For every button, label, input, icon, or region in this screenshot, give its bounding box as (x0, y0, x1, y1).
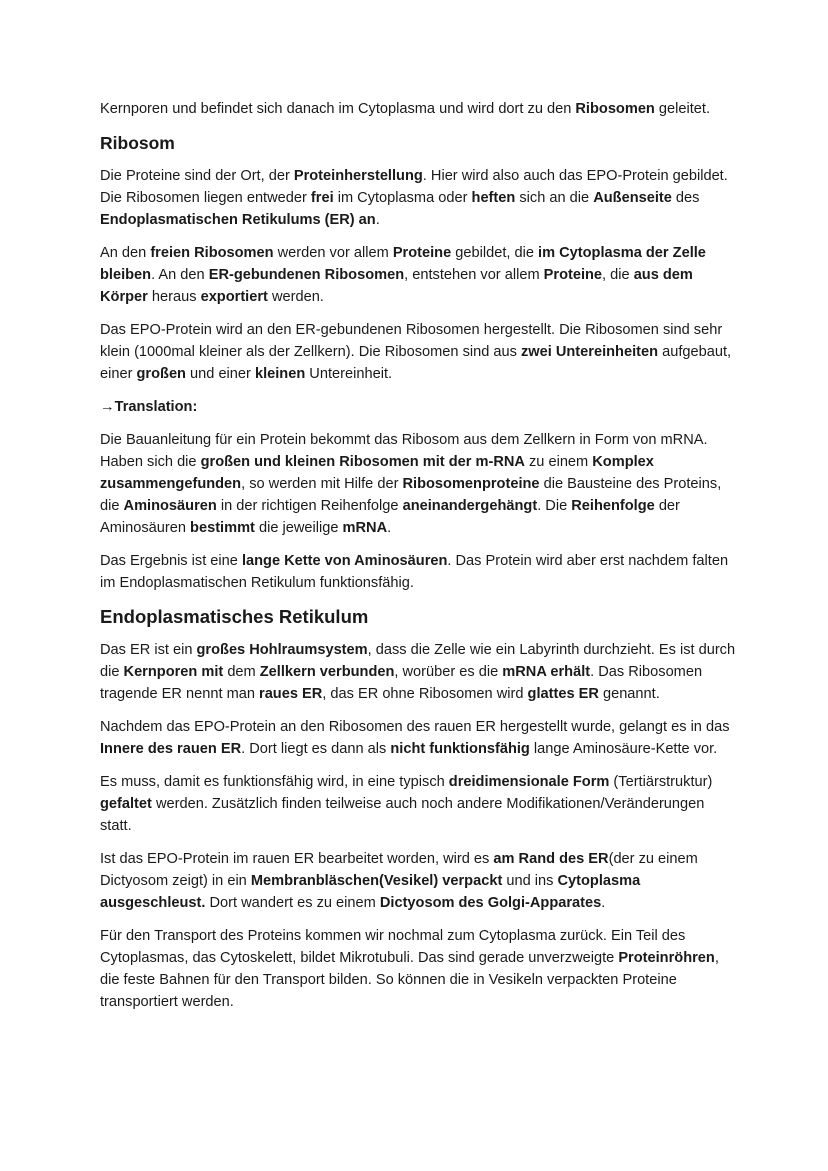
text-run: . An den (151, 267, 209, 283)
text-run: . Hier wird also auch das EPO-Protein gebildet. Die Ribosomen liegen entweder (100, 168, 728, 206)
text-run: in der richtigen Reihenfolge (216, 498, 403, 514)
bold-text: Aminosäuren (123, 498, 217, 514)
bold-text: exportiert (200, 289, 268, 305)
bold-text: Zellkern verbunden (259, 664, 395, 680)
bold-text: Dictyosom des Golgi-Apparates (379, 895, 602, 911)
text-run: . Die (537, 498, 572, 514)
text-run: Dort wandert es zu einem (205, 895, 380, 911)
text-run: werden vor allem (273, 245, 393, 261)
text-run: Die Proteine sind der Ort, der (100, 168, 294, 184)
text-run: aufgebaut, einer (100, 344, 732, 382)
heading-er: Endoplasmatisches Retikulum (100, 606, 369, 627)
text-run: , das ER ohne Ribosomen wird (322, 686, 528, 702)
er-paragraph-3 (100, 771, 740, 837)
ribosom-paragraph-3 (100, 319, 740, 385)
text-run: . Dort liegt es dann als (241, 741, 391, 757)
text-run: Das ER ist ein (100, 642, 197, 658)
bold-text: Membranbläschen(Vesikel) verpackt (250, 873, 503, 889)
text-run: die jeweilige (254, 520, 343, 536)
text-run: Ist das EPO-Protein im rauen ER bearbeitet worden, wird es (100, 851, 494, 867)
text-run: der Aminosäuren (100, 498, 680, 536)
er-paragraph-2 (100, 716, 740, 760)
text-run: werden. (267, 289, 324, 305)
bold-text: Proteine (543, 267, 603, 283)
text-run: . (375, 212, 380, 228)
bold-text: raues ER (259, 686, 323, 702)
text-run: Untereinheit. (305, 366, 393, 382)
bold-text: Innere des rauen ER (100, 741, 242, 757)
text-run: gebildet, die (451, 245, 539, 261)
bold-text: dreidimensionale Form (448, 774, 610, 790)
text-run: An den (100, 245, 151, 261)
translation-paragraph-2 (100, 550, 740, 594)
ribosom-paragraph-1 (100, 165, 740, 231)
bold-text: mRNA (342, 520, 388, 536)
bold-text: Außenseite (593, 190, 672, 206)
bold-text: lange Kette von Aminosäuren (241, 553, 448, 569)
bold-text: großes Hohlraumsystem (196, 642, 368, 658)
intro-paragraph (100, 98, 740, 120)
bold-text: großen (136, 366, 186, 382)
bold-text: im Cytoplasma der Zelle bleiben (100, 245, 706, 283)
bold-text: nicht funktionsfähig (390, 741, 530, 757)
text-run: im Cytoplasma oder (333, 190, 472, 206)
bold-text: gefaltet (100, 796, 152, 812)
bold-text: aus dem Körper (100, 267, 693, 305)
text-run: und ins (502, 873, 558, 889)
heading-ribosom: Ribosom (100, 133, 175, 153)
bold-text: Ribosomen (575, 101, 655, 117)
text-run: Kernporen und befindet sich danach im Cytoplasma und wird dort zu den (100, 101, 576, 117)
text-run: zu einem (524, 454, 593, 470)
text-run: heraus (147, 289, 201, 305)
bold-text: ER-gebundenen Ribosomen (208, 267, 405, 283)
bold-text: Endoplasmatischen Retikulums (ER) an (100, 212, 376, 228)
bold-text: am Rand des ER (493, 851, 609, 867)
arrow-right-icon: → (100, 399, 115, 415)
er-paragraph-1 (100, 639, 740, 705)
bold-text: Cytoplasma ausgeschleust. (100, 873, 641, 911)
er-paragraph-5 (100, 925, 740, 1013)
text-run: Für den Transport des Proteins kommen wir nochmal zum Cytoplasma zurück. Ein Teil des Cytoplasmas, das Cytoskelett, bildet Mikrotubuli. Das sind gerade unverzweigte (100, 928, 686, 966)
text-run: genannt. (598, 686, 660, 702)
bold-text: großen und kleinen Ribosomen mit der m-RNA (200, 454, 525, 470)
text-run: , die (602, 267, 634, 283)
bold-text: frei (310, 190, 334, 206)
bold-text: freien Ribosomen (150, 245, 274, 261)
document-page (100, 98, 740, 1024)
text-run: , entstehen vor allem (404, 267, 544, 283)
text-run: , die feste Bahnen für den Transport bilden. So können die in Vesikeln verpackten Proteine transportiert werden. (100, 950, 719, 1010)
bold-text: Proteine (392, 245, 452, 261)
text-run: . (601, 895, 606, 911)
text-run: geleitet. (654, 101, 711, 117)
text-run: Die Bauanleitung für ein Protein bekommt das Ribosom aus dem Zellkern in Form von mRNA. Haben sich die (100, 432, 708, 470)
text-run: werden. Zusätzlich finden teilweise auch noch andere Modifikationen/Veränderungen statt. (100, 796, 705, 834)
text-run: Es muss, damit es funktionsfähig wird, in eine typisch (100, 774, 449, 790)
text-run: dem (223, 664, 260, 680)
ribosom-paragraph-2 (100, 242, 740, 308)
bold-text: zwei Untereinheiten (520, 344, 659, 360)
translation-paragraph-1 (100, 429, 740, 539)
translation-label: Translation: (114, 399, 198, 415)
bold-text: glattes ER (527, 686, 599, 702)
text-run: , worüber es die (394, 664, 503, 680)
text-run: Das EPO-Protein wird an den ER-gebundenen Ribosomen hergestellt. Die Ribosomen sind sehr klein (1000mal kleiner als der Zellkern). Die Ribosomen sind aus (100, 322, 723, 360)
text-run: lange Aminosäure-Kette vor. (529, 741, 718, 757)
text-run: , dass die Zelle wie ein Labyrinth durchzieht. Es ist durch die (100, 642, 736, 680)
text-run: . Das Ribosomen tragende ER nennt man (100, 664, 703, 702)
text-run: (der zu einem Dictyosom zeigt) in ein (100, 851, 698, 889)
bold-text: Proteinherstellung (293, 168, 423, 184)
text-run: Das Ergebnis ist eine (100, 553, 242, 569)
bold-text: Ribosomenproteine (402, 476, 540, 492)
bold-text: bestimmt (190, 520, 255, 536)
text-run: des (671, 190, 700, 206)
text-run: , so werden mit Hilfe der (241, 476, 403, 492)
er-paragraph-4 (100, 848, 740, 914)
bold-text: Kernporen mit (123, 664, 224, 680)
bold-text: kleinen (254, 366, 306, 382)
text-run: Nachdem das EPO-Protein an den Ribosomen des rauen ER hergestellt wurde, gelangt es in das (100, 719, 730, 735)
text-run: . (387, 520, 392, 536)
bold-text: Komplex zusammengefunden (100, 454, 654, 492)
bold-text: aneinandergehängt (402, 498, 538, 514)
text-run: (Tertiärstruktur) (609, 774, 713, 790)
bold-text: Proteinröhren (618, 950, 715, 966)
text-run: und einer (185, 366, 255, 382)
bold-text: mRNA erhält (502, 664, 591, 680)
text-run: die Bausteine des Proteins, die (100, 476, 722, 514)
bold-text: Reihenfolge (571, 498, 655, 514)
translation-subheading (100, 396, 740, 418)
text-run: sich an die (515, 190, 594, 206)
bold-text: heften (471, 190, 516, 206)
text-run: . Das Protein wird aber erst nachdem falten im Endoplasmatischen Retikulum funktionsfähig. (100, 553, 729, 591)
